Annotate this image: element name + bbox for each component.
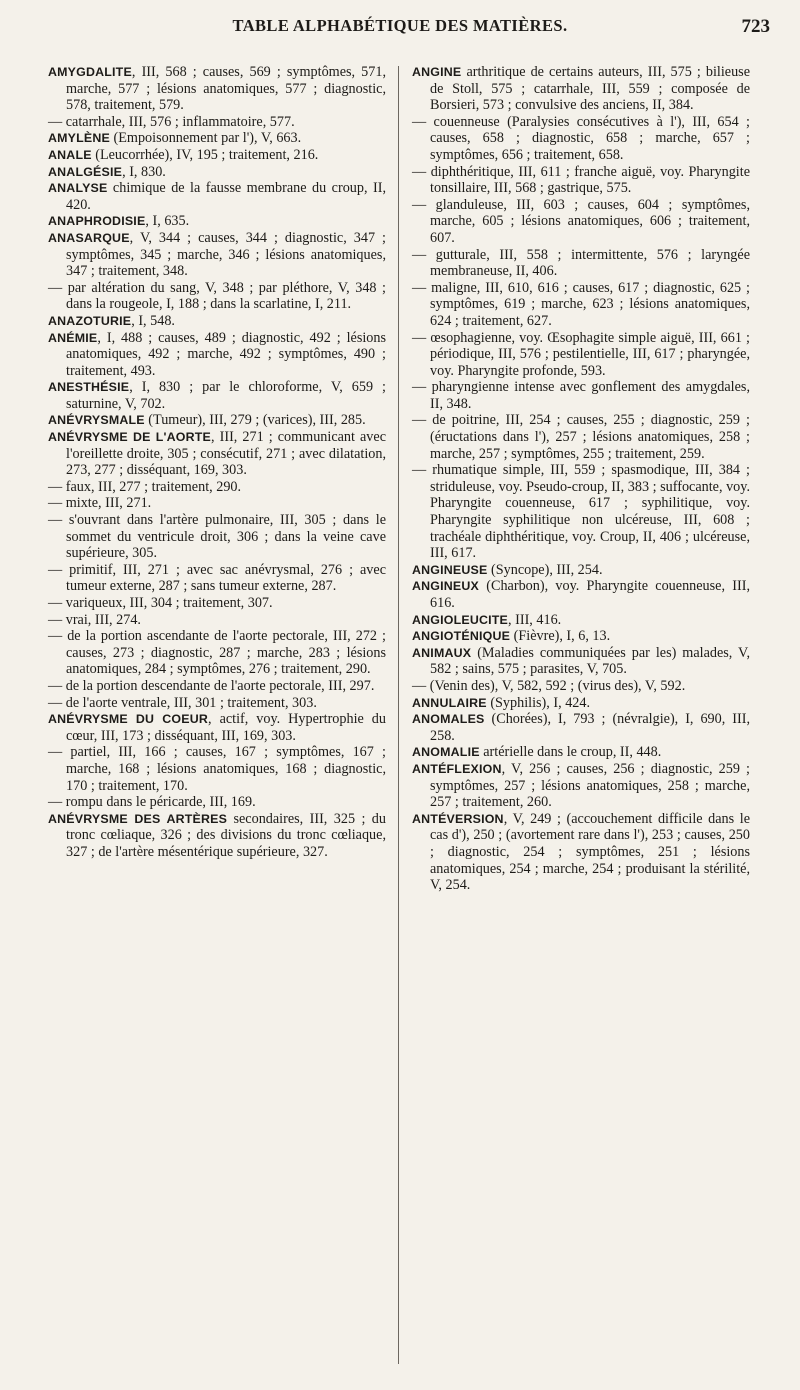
entry-text: , V, 256 ; causes, 256 ; diagnostic, 259 ; symptômes, 257 ; lésions anatomiques, 258 ; marche, 257 ; traitement, 260. [430,760,750,811]
index-entry [48,230,386,280]
entry-text: — de la portion descendante de l'aorte pectorale, III, 297. [48,677,375,694]
entry-text: , I, 488 ; causes, 489 ; diagnostic, 492 ; lésions anatomiques, 492 ; marche, 492 ; symptômes, 490 ; traitement, 493. [66,329,386,379]
entry-text: (Chorées), I, 793 ; (névralgie), I, 690, III, 258. [430,711,750,744]
entry-text: , V, 344 ; causes, 344 ; diagnostic, 347 ; symptômes, 345 ; marche, 346 ; lésions anatomiques, 347 ; traitement, 348. [66,229,386,280]
index-entry [412,330,750,380]
index-entry [412,64,750,114]
index-entry [412,578,750,611]
index-entry [48,562,386,595]
entry-text: — mixte, III, 271. [48,495,152,512]
entry-text: (Maladies communiquées par les) malades, V, 582 ; sains, 575 ; parasites, V, 705. [430,644,750,678]
index-entry [48,479,386,496]
index-entry [412,247,750,280]
entry-headword: AMYGDALITE [48,65,132,79]
index-entry [48,678,386,695]
entry-headword: ANÉVRYSME DES ARTÈRES [48,811,228,826]
index-entry [48,429,386,479]
entry-text: — primitif, III, 271 ; avec sac anévrysmal, 276 ; avec tumeur externe, 287 ; sans tumeur externe, 287. [48,561,386,595]
index-entry [412,412,750,462]
entry-headword: ANÉMIE [48,330,98,345]
entry-text: , I, 635. [145,213,190,230]
left-column [48,64,386,861]
entry-headword: ANNULAIRE [412,695,487,710]
entry-headword: ANAPHRODISIE [48,214,146,229]
index-entry [412,164,750,197]
entry-text: — catarrhale, III, 576 ; inflammatoire, 577. [48,113,295,130]
index-entry [412,612,750,629]
entry-text: , I, 830 ; par le chloroforme, V, 659 ; saturnine, V, 702. [66,379,386,412]
entry-text: — vrai, III, 274. [48,611,141,628]
index-entry [48,313,386,330]
entry-headword: ANÉVRYSME DE L'AORTE [48,430,212,445]
entry-text: secondaires, III, 325 ; du tronc cœliaque, 326 ; des divisions du tronc cœliaque, 327 ; de l'artère mésentérique supérieure, 327. [66,810,386,860]
entry-text: — diphthéritique, III, 611 ; franche aiguë, voy. Pharyngite tonsillaire, III, 568 ; gastrique, 575. [412,163,750,197]
right-column [412,64,750,894]
index-entry [412,695,750,712]
index-entry [412,280,750,330]
index-entry [48,811,386,861]
index-entry [48,130,386,147]
entry-text: , V, 249 ; (accouchement difficile dans le cas d'), 250 ; (avortement rare dans l'), 253 ; causes, 250 ; diagnostic, 254 ; symptômes, 251 ; lésions anatomiques, 254 ; marche, 254 ; produisant la stérilité, V, 254. [430,810,750,894]
index-entry [412,761,750,811]
index-entry [412,744,750,761]
entry-headword: ANALE [48,147,92,162]
entry-headword: AMYLÈNE [48,131,110,146]
entry-headword: ANOMALIE [412,745,480,760]
index-entry [48,379,386,412]
entry-text: — faux, III, 277 ; traitement, 290. [48,478,242,495]
entry-text: — gutturale, III, 558 ; intermittente, 576 ; laryngée membraneuse, II, 406. [412,246,750,280]
index-entry [412,562,750,579]
running-title: TABLE ALPHABÉTIQUE DES MATIÈRES. [232,16,568,35]
entry-headword: ANTÉFLEXION [412,761,502,776]
entry-headword: ANGINEUSE [412,562,488,577]
entry-text: (Syncope), III, 254. [487,561,603,578]
index-entry [412,197,750,247]
entry-headword: ANTÉVERSION [412,811,504,826]
entry-text: artérielle dans le croup, II, 448. [479,744,662,761]
entry-text: , III, 271 ; communicant avec l'oreillette droite, 305 ; consécutif, 271 ; avec dilatation, 273, 277 ; disséquant, 169, 303. [66,429,386,479]
entry-headword: ANGIOLEUCITE [412,612,509,627]
index-entry [48,628,386,678]
index-entry [48,180,386,213]
entry-headword: ANGIOTÉNIQUE [412,629,511,644]
entry-text: (Syphilis), I, 424. [486,694,591,711]
index-entry [412,462,750,562]
entry-headword: ANASARQUE [48,230,130,245]
index-entry [48,164,386,181]
entry-text: — maligne, III, 610, 616 ; causes, 617 ; diagnostic, 625 ; symptômes, 619 ; marche, 623 ; lésions anatomiques, 624 ; traitement, 627. [412,279,750,329]
entry-headword: ANÉVRYSME DU COEUR [48,712,209,727]
page-header [30,16,770,56]
index-entry [48,147,386,164]
entry-text: , I, 830. [122,163,166,180]
entry-headword: ANESTHÉSIE [48,380,130,395]
entry-headword: ANAZOTURIE [48,313,132,328]
index-entry [48,412,386,429]
index-entry [48,213,386,230]
index-entry [48,744,386,794]
entry-text: , III, 416. [508,611,562,628]
index-entry [48,114,386,131]
index-entry [412,711,750,744]
entry-text: — par altération du sang, V, 348 ; par pléthore, V, 348 ; dans la rougeole, I, 188 ; dans la scarlatine, I, 211. [48,279,386,313]
index-entry [48,280,386,313]
entry-text: — de la portion ascendante de l'aorte pectorale, III, 272 ; causes, 273 ; diagnostic, 287 ; marche, 283 ; lésions anatomiques, 284 ; symptômes, 276 ; traitement, 290. [48,628,386,678]
index-entry [48,794,386,811]
entry-text: (Leucorrhée), IV, 195 ; traitement, 216. [91,146,319,163]
index-entry [48,612,386,629]
index-entry [48,595,386,612]
entry-headword: ANOMALES [412,712,485,727]
index-entry [412,379,750,412]
entry-text: — partiel, III, 166 ; causes, 167 ; symptômes, 167 ; marche, 168 ; lésions anatomiques, 168 ; diagnostic, 170 ; traitement, 170. [48,744,386,794]
entry-headword: ANALYSE [48,181,108,196]
index-entry [412,114,750,164]
entry-text: — s'ouvrant dans l'artère pulmonaire, III, 305 ; dans le sommet du ventricule droit, 306 ; dans la veine cave supérieure, 305. [48,512,386,562]
entry-headword: ANALGÉSIE [48,164,123,179]
index-entry [48,695,386,712]
entry-headword: ANIMAUX [412,645,472,660]
index-entry [412,628,750,645]
entry-text: — œsophagienne, voy. Œsophagite simple aiguë, III, 661 ; périodique, III, 576 ; pestilentielle, III, 617 ; pharyngée, voy. Pharyngite profonde, 593. [412,329,750,379]
index-entry [48,64,386,114]
entry-text: — rompu dans le péricarde, III, 169. [48,794,256,811]
index-entry [412,678,750,695]
index-entry [48,512,386,562]
entry-text: , actif, voy. Hypertrophie du cœur, III, 173 ; disséquant, III, 169, 303. [66,711,386,744]
entry-text: (Empoisonnement par l'), V, 663. [109,130,302,147]
entry-text: — rhumatique simple, III, 559 ; spasmodique, III, 384 ; striduleuse, voy. Pseudo-croup, II, 383 ; suffocante, voy. Pharyngite couenneuse, 617 ; syphilitique, voy. Pharyngite syphilitique non ulcéreuse, III, 608 ; trachéale diphthéritique, voy. Croup, II, 406 ; ulcéreuse, III, 617. [412,462,750,562]
entry-text: , I, 548. [131,312,175,329]
entry-text: — couenneuse (Paralysies consécutives à l'), III, 654 ; causes, 658 ; diagnostic, 658 ; marche, 657 ; symptômes, 656 ; traitement, 658. [412,113,750,163]
index-entry [412,645,750,678]
entry-text: (Tumeur), III, 279 ; (varices), III, 285. [144,412,366,429]
entry-text: , III, 568 ; causes, 569 ; symptômes, 571, marche, 577 ; lésions anatomiques, 577 ; diagnostic, 578, traitement, 579. [66,64,386,114]
entry-headword: ANGINE [412,65,462,79]
entry-text: (Fièvre), I, 6, 13. [510,628,611,645]
page-number: 723 [741,16,770,37]
entry-text: — variqueux, III, 304 ; traitement, 307. [48,595,273,611]
entry-text: chimique de la fausse membrane du croup, II, 420. [66,180,386,213]
entry-text: — de l'aorte ventrale, III, 301 ; traitement, 303. [48,694,317,711]
entry-headword: ANGINEUX [412,579,480,594]
entry-text: — de poitrine, III, 254 ; causes, 255 ; diagnostic, 259 ; (éructations dans l'), 257 ; lésions anatomiques, 258 ; marche, 257 ; symptômes, 255 ; traitement, 259. [412,412,750,462]
index-entry [48,495,386,512]
entry-text: — glanduleuse, III, 603 ; causes, 604 ; symptômes, marche, 605 ; lésions anatomiques, 606 ; traitement, 607. [412,196,750,246]
column-divider [398,66,399,1364]
entry-headword: ANÉVRYSMALE [48,413,145,428]
entry-text: — (Venin des), V, 582, 592 ; (virus des), V, 592. [412,677,686,694]
entry-text: — pharyngienne intense avec gonflement des amygdales, II, 348. [412,379,750,412]
index-entry [48,711,386,744]
entry-text: (Charbon), voy. Pharyngite couenneuse, III, 616. [430,578,750,611]
entry-text: arthritique de certains auteurs, III, 575 ; bilieuse de Stoll, 575 ; catarrhale, III, 559 ; composée de Borsieri, 573 ; convulsive des anciens, II, 384. [430,64,750,114]
index-entry [48,330,386,380]
index-entry [412,811,750,894]
